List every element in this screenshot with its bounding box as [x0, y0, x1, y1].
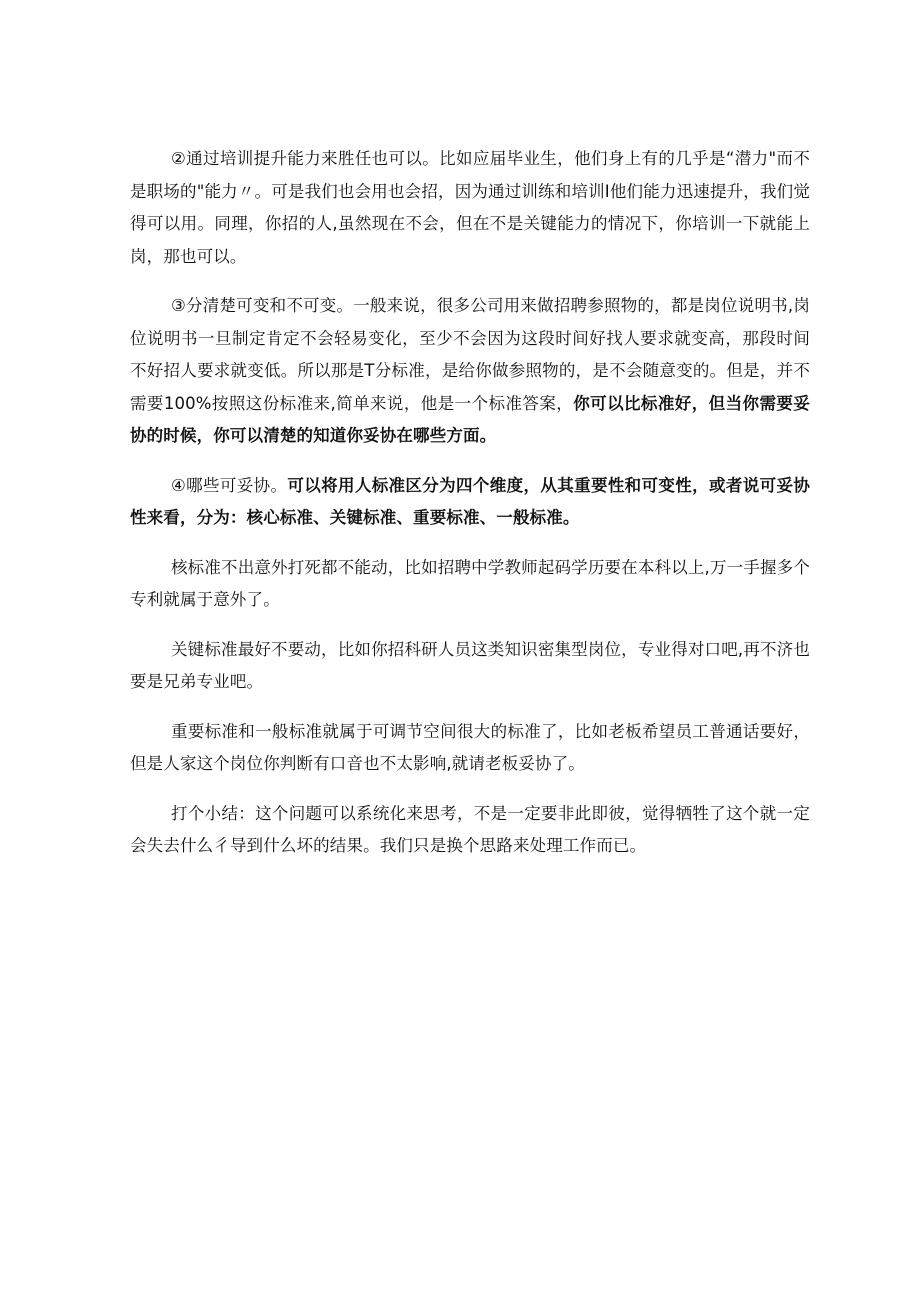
- paragraph-text: ④哪些可妥协。: [171, 475, 288, 495]
- document-body: [130, 143, 810, 880]
- paragraph-text: 核标准不出意外打死都不能动，比如招聘中学教师起码学历要在本科以上,万一手握多个专利就属于意外了。: [130, 557, 810, 609]
- paragraph-text: 重要标准和一般标准就属于可调节空间很大的标准了，比如老板希望员工普通话要好，但是人家这个岗位你判断有口音也不太影响,就请老板妥协了。: [130, 721, 810, 773]
- paragraph-key-standard: [130, 634, 810, 699]
- paragraph-text: ②通过培训提升能力来胜任也可以。比如应届毕业生，他们身上有的几乎是“潜力"而不是职场的"能力〃。可是我们也会用也会招，因为通过训练和培训Ⅰ他们能力迅速提升，我们觉得可以用。同理，你招的人,虽然现在不会，但在不是关键能力的情况下，你培训一下就能上岗，那也可以。: [130, 149, 810, 266]
- paragraph-variable-invariable: [130, 290, 810, 453]
- paragraph-important-general-standard: [130, 716, 810, 781]
- paragraph-core-standard: [130, 552, 810, 617]
- paragraph-bold-text: 可以将用人标准区分为四个维度，从其重要性和可变性，或者说可妥协性来看，分为：核心标准、关键标准、重要标准、一般标准。: [130, 475, 810, 527]
- paragraph-compromise: [130, 470, 810, 535]
- paragraph-summary: [130, 798, 810, 863]
- paragraph-text: 关键标准最好不要动，比如你招科研人员这类知识密集型岗位，专业得对口吧,再不济也要是兄弟专业吧。: [130, 639, 810, 691]
- paragraph-text: ③分清楚可变和不可变。一般来说，很多公司用来做招聘参照物的，都是岗位说明书,岗位说明书一旦制定肯定不会轻易变化，至少不会因为这段时间好找人要求就变高，那段时间不好招人要求就变低。所以那是T分标准，是给你做参照物的，是不会随意变的。但是，并不需要100%按照这份标准来,简单来说，他是一个标准答案，: [130, 296, 810, 413]
- paragraph-training-ability: [130, 143, 810, 273]
- paragraph-text: 打个小结：这个问题可以系统化来思考，不是一定要非此即彼，觉得牺牲了这个就一定会失去什么彳导到什么坏的结果。我们只是换个思路来处理工作而已。: [130, 803, 810, 855]
- paragraph-bold-text: 你可以比标准好，但当你需要妥协的时候，你可以清楚的知道你妥协在哪些方面。: [130, 393, 810, 445]
